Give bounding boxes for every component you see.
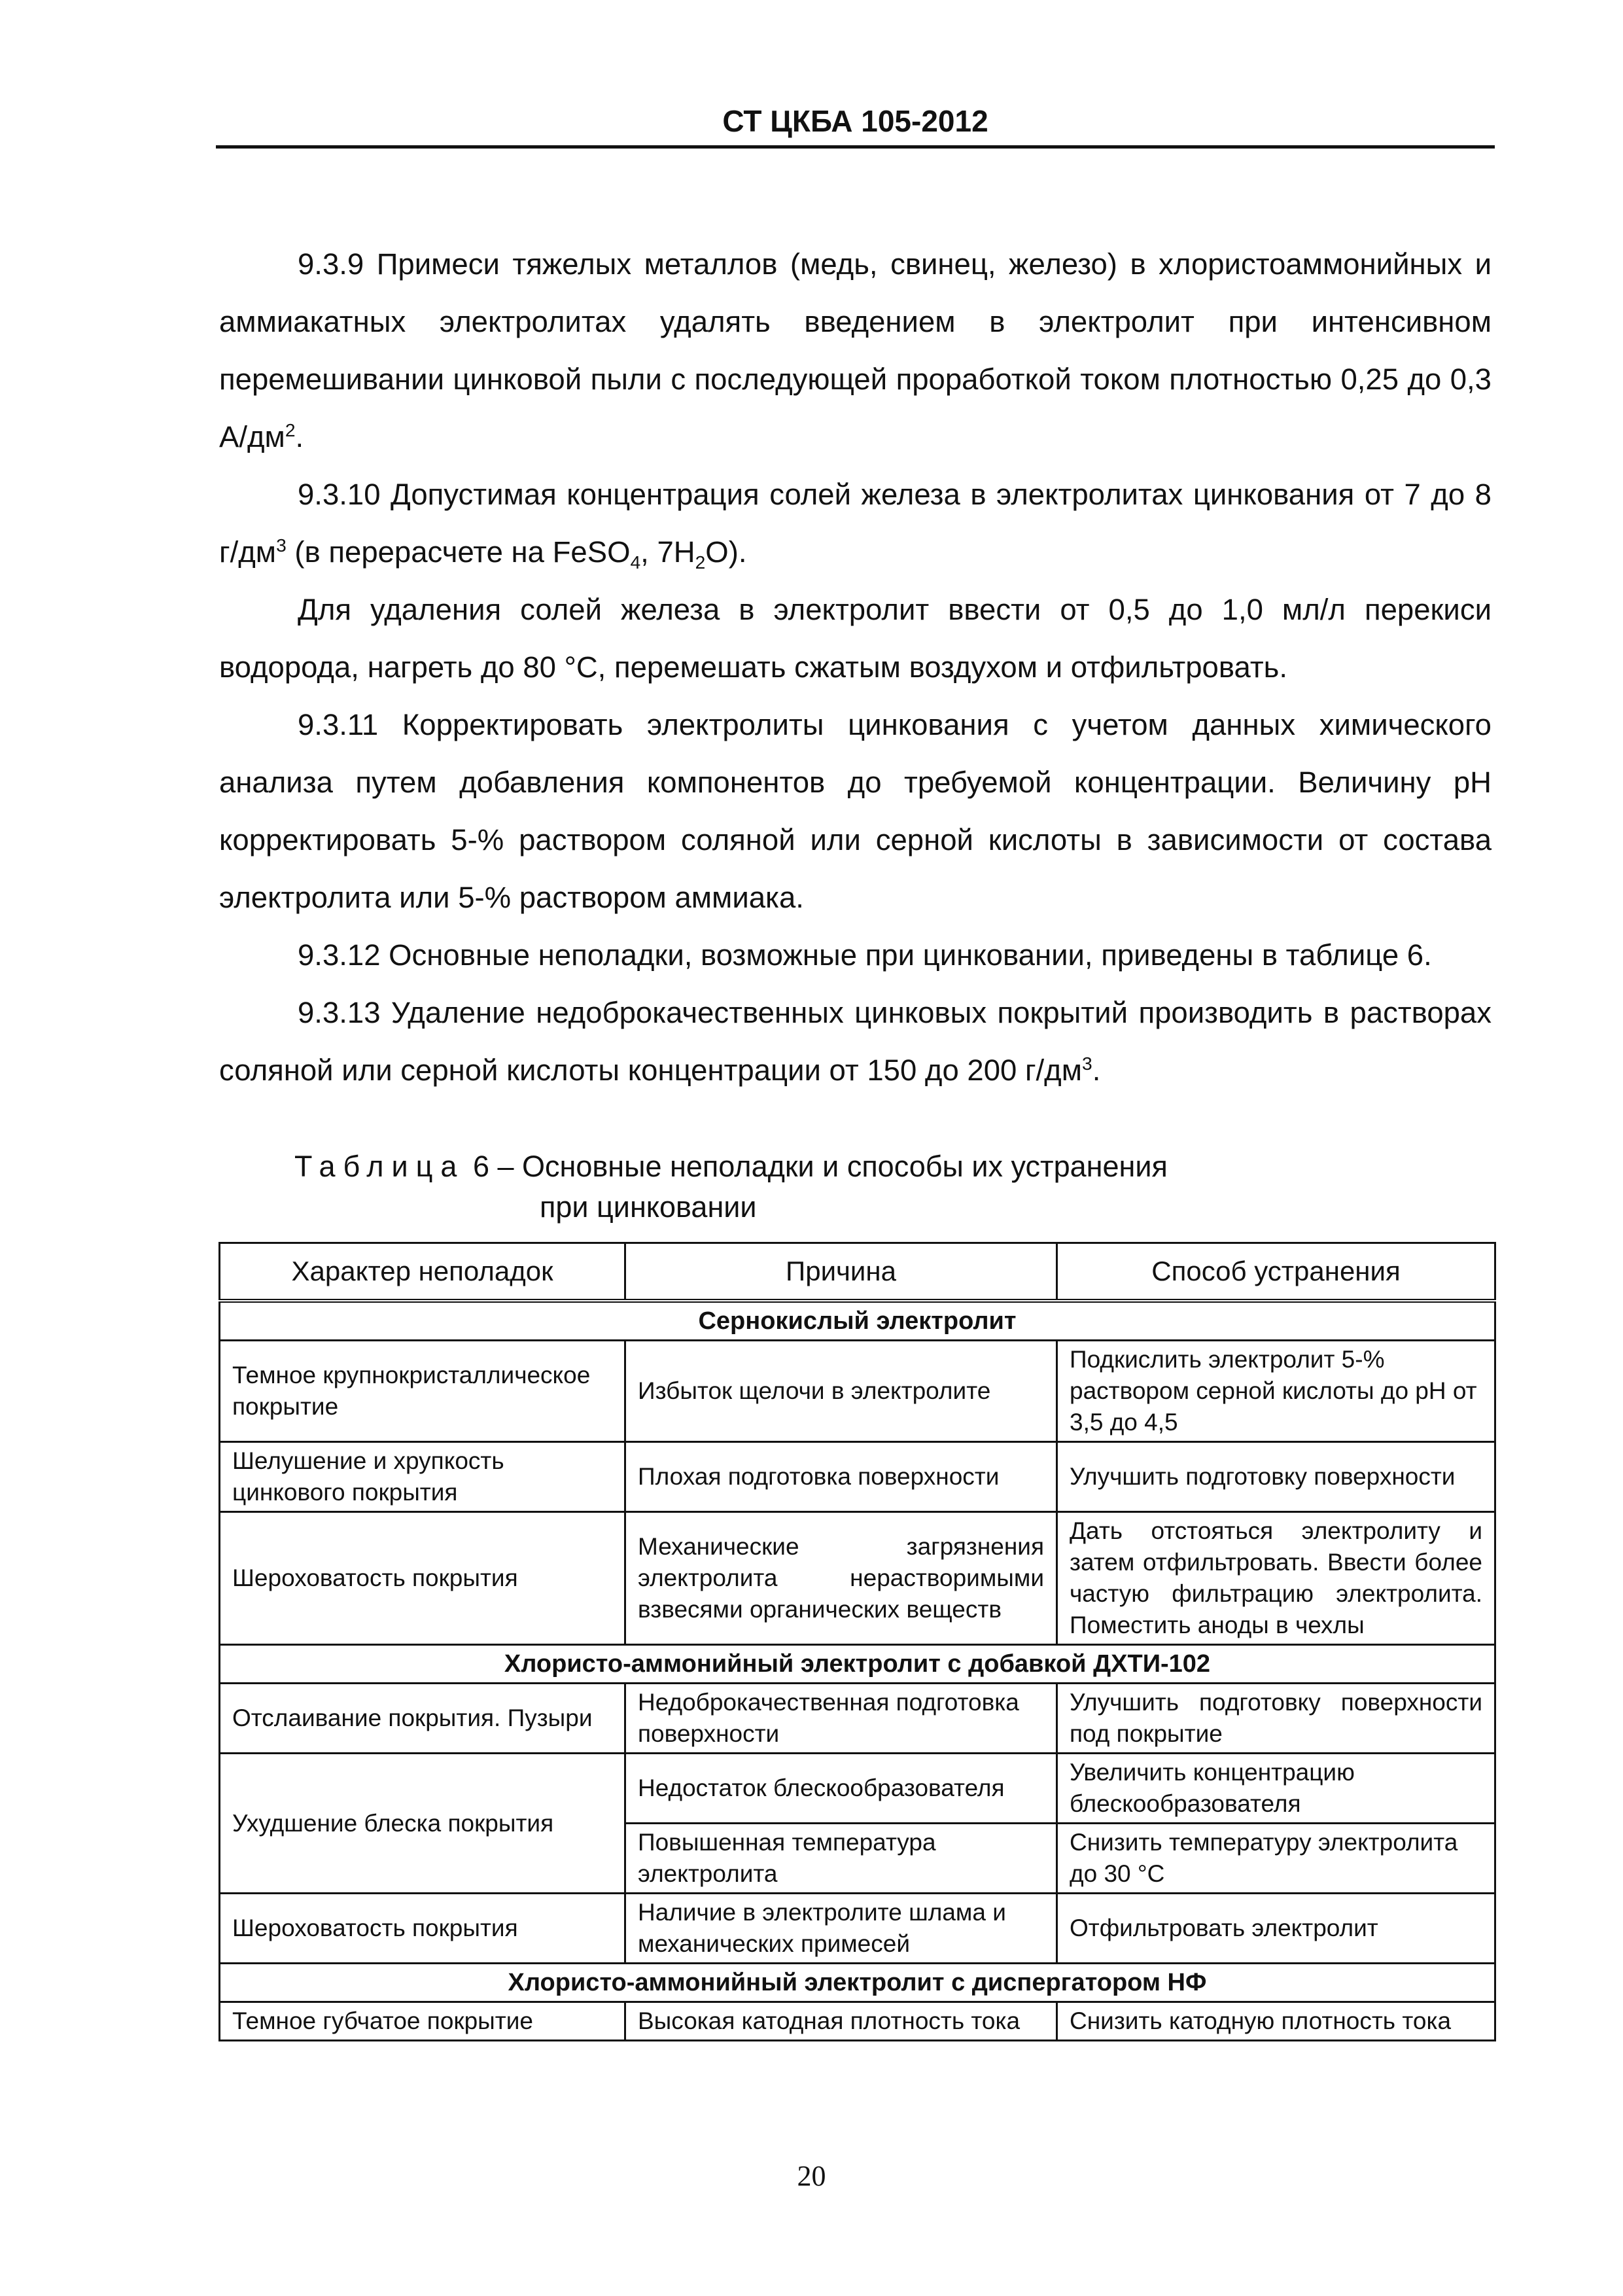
table-cell: Отслаивание покрытия. Пузыри <box>220 1684 625 1754</box>
table-cell: Дать отстояться электролиту и затем отфильтровать. Ввести более частую фильтрацию электролита. Поместить аноды в чехлы <box>1057 1512 1495 1645</box>
table-cell: Недоброкачественная подготовка поверхности <box>625 1684 1057 1754</box>
header-rule <box>216 145 1495 149</box>
page-number: 20 <box>797 2160 826 2192</box>
table-cell: Шелушение и хрупкость цинкового покрытия <box>220 1442 625 1512</box>
paragraph-9-3-13: 9.3.13 Удаление недоброкачественных цинковых покрытий производить в растворах соляной или серной кислоты концентрации от 150 до 200 $г/дм^3$. <box>219 996 1492 1087</box>
section-title: Сернокислый электролит <box>220 1301 1495 1341</box>
table-cell: Шероховатость покрытия <box>220 1512 625 1645</box>
document-header: СТ ЦКБА 105-2012 <box>722 104 988 138</box>
section-row <box>220 1964 1495 2002</box>
table-cell: Подкислить электролит 5-% раствором серной кислоты до pH от 3,5 до 4,5 <box>1057 1341 1495 1442</box>
caption-title-line2: при цинковании <box>540 1190 757 1224</box>
section-row <box>220 1645 1495 1684</box>
table-cell: Недостаток блескообразователя <box>625 1754 1057 1824</box>
column-header: Характер неполадок <box>220 1243 625 1301</box>
table-row <box>220 1684 1495 1754</box>
paragraph-9-3-11: 9.3.11 Корректировать электролиты цинкования с учетом данных химического анализа путем добавления компонентов до требуемой концентрации. Величину pH корректировать 5-% раствором соляной или серной кислоты в зависимости от состава электролита или 5-% раствором аммиака. <box>219 708 1492 914</box>
table-cell: Улучшить подготовку поверхности <box>1057 1442 1495 1512</box>
column-header: Способ устранения <box>1057 1243 1495 1301</box>
table-cell: Шероховатость покрытия <box>220 1894 625 1964</box>
column-header: Причина <box>625 1243 1057 1301</box>
table-cell: Наличие в электролите шлама и механических примесей <box>625 1894 1057 1964</box>
table-cell: Отфильтровать электролит <box>1057 1894 1495 1964</box>
table-cell: Избыток щелочи в электролите <box>625 1341 1057 1442</box>
paragraph-9-3-12: 9.3.12 Основные неполадки, возможные при цинковании, приведены в таблице 6. <box>298 938 1432 972</box>
section-title: Хлористо-аммонийный электролит с диспергатором НФ <box>220 1964 1495 2002</box>
table-row <box>220 1442 1495 1512</box>
caption-word: Таблица <box>294 1150 465 1183</box>
table-caption <box>216 1146 1495 1227</box>
table-cell: Повышенная температура электролита <box>625 1824 1057 1894</box>
table-cell: Ухудшение блеска покрытия <box>220 1754 625 1894</box>
section-row <box>220 1301 1495 1341</box>
table-cell: Плохая подготовка поверхности <box>625 1442 1057 1512</box>
table-row <box>220 2002 1495 2041</box>
troubleshooting-table <box>218 1242 1496 2041</box>
table-cell: Высокая катодная плотность тока <box>625 2002 1057 2041</box>
table-row <box>220 1754 1495 1824</box>
table-cell: Снизить температуру электролита до 30 °С <box>1057 1824 1495 1894</box>
table-cell: Темное губчатое покрытие <box>220 2002 625 2041</box>
paragraph-iron-removal: Для удаления солей железа в электролит ввести от 0,5 до 1,0 мл/л перекиси водорода, нагреть до 80 °С, перемешать сжатым воздухом и отфильтровать. <box>219 593 1492 684</box>
table-cell: Механические загрязнения электролита нерастворимыми взвесями органических веществ <box>625 1512 1057 1645</box>
table-header-row <box>220 1243 1495 1301</box>
table-row <box>220 1512 1495 1645</box>
table-cell: Увеличить концентрацию блескообразователя <box>1057 1754 1495 1824</box>
body-text <box>219 236 1492 1099</box>
paragraph-9-3-10: 9.3.10 Допустимая концентрация солей железа в электролитах цинкования от 7 до 8 $г/дм^3$ (в перерасчете на FeSO$_4$, $7H_2O$). <box>219 478 1492 573</box>
section-title: Хлористо-аммонийный электролит с добавкой ДХТИ-102 <box>220 1645 1495 1684</box>
caption-title: 6 – Основные неполадки и способы их устранения <box>464 1150 1168 1183</box>
paragraph-9-3-9: 9.3.9 Примеси тяжелых металлов (медь, свинец, железо) в хлористоаммонийных и аммиакатных электролитах удалять введением в электролит при интенсивном перемешивании цинковой пыли с последующей проработкой током плотностью 0,25 до 0,3 $А/дм^2$. <box>219 247 1492 453</box>
table-row <box>220 1894 1495 1964</box>
table-cell: Снизить катодную плотность тока <box>1057 2002 1495 2041</box>
table-cell: Улучшить подготовку поверхности под покрытие <box>1057 1684 1495 1754</box>
table-cell: Темное крупнокристаллическое покрытие <box>220 1341 625 1442</box>
table-row <box>220 1341 1495 1442</box>
